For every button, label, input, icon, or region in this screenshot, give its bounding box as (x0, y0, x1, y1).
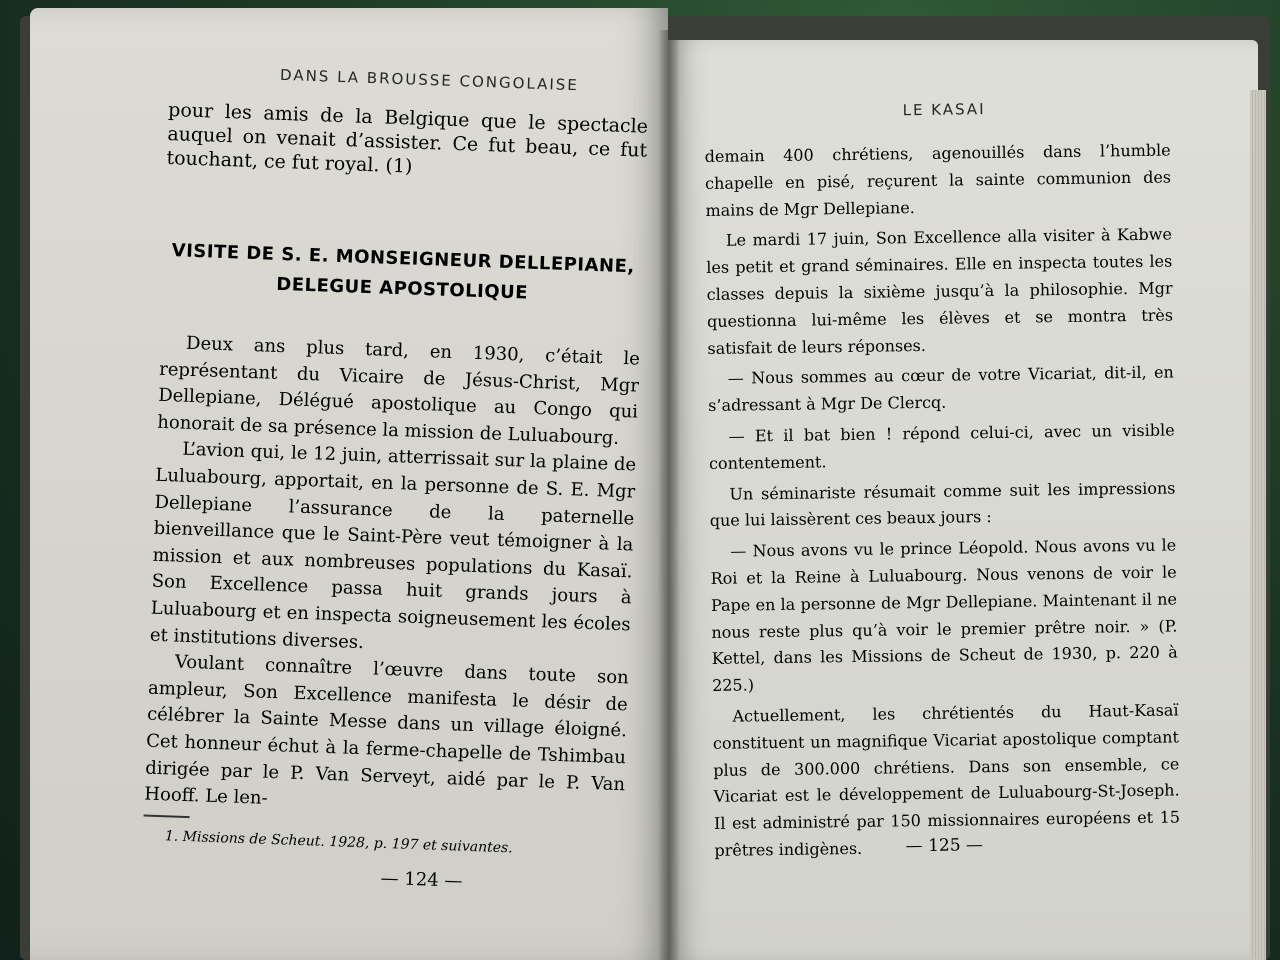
page-edges (1250, 90, 1266, 960)
right-running-head: LE KASAI (902, 100, 986, 120)
footnote: 1. Missions de Scheut. 1928, p. 197 et suivantes. (164, 828, 513, 857)
right-page-number: — 125 — (905, 835, 984, 857)
paragraph: Deux ans plus tard, en 1930, c’était le représentant du Vicaire de Jésus-Christ, Mgr Dellepiane, Délégué apostolique au Congo qui honorait de sa présence la mission de Luluabourg. (156, 332, 641, 449)
paragraph: demain 400 chrétiens, agenouillés dans l’humble chapelle en pisé, reçurent la sainte communion des mains de Mgr Dellepiane. (704, 140, 1172, 220)
left-page-number: — 124 — (380, 867, 463, 892)
section-title-line-1: VISITE DE S. E. MONSEIGNEUR DELLEPIANE, (171, 240, 636, 278)
paragraph: Le mardi 17 juin, Son Excellence alla visiter à Kabwe les petit et grand séminaires. Elle en inspecta toutes les classes depuis la sixième jusqu’à la philosophie. Mgr questionna lui-même les élèves et se montra très satisfait de leurs réponses. (706, 224, 1174, 358)
paragraph: Voulant connaître l’œuvre dans toute son ampleur, Son Excellence manifesta le désir de célébrer la Sainte Messe dans un village éloigné. Cet honneur échut à la ferme-chapelle de Tshimbau dirigée par le P. Van Serveyt, aidé par le P. Van Hooff. Le len- (143, 651, 630, 809)
left-running-head: DANS LA BROUSSE CONGOLAISE (279, 65, 580, 95)
paragraph: Actuellement, les chrétientés du Haut-Kasaï constituent un magnifique Vicariat apostolique comptant plus de 300.000 chrétiens. Dans son ensemble, ce Vicariat est le développement de Luluabourg-St-Joseph. Il est administré par 150 missionnaires européens et 15 prêtres indigènes. (712, 700, 1181, 860)
paragraph: — Nous avons vu le prince Léopold. Nous avons vu le Roi et la Reine à Luluabourg. Nous venons de voir le Pape en la personne de Mgr Dellepiane. Maintenant il ne nous reste plus qu’à voir le premier prêtre noir. » (P. Kettel, dans les Missions de Scheut de 1930, p. 220 à 225.) (710, 535, 1178, 696)
paragraph: Un séminariste résumait comme suit les impressions que lui laissèrent ces beaux jours : (709, 478, 1176, 531)
paragraph: — Nous sommes au cœur de votre Vicariat, dit-il, en s’adressant à Mgr De Clercq. (708, 362, 1174, 416)
book-gutter (658, 30, 680, 960)
paragraph: — Et il bat bien ! répond celui-ci, avec un visible contentement. (708, 420, 1175, 473)
right-body (705, 137, 1181, 868)
section-title-line-2: DELEGUE APOSTOLIQUE (275, 273, 529, 304)
continuation-text: pour les amis de la Belgique que le spectacle auquel on venait d’assister. Ce fut beau, ce fut touchant, ce fut royal. (1) (166, 98, 649, 178)
paragraph: L’avion qui, le 12 juin, atterrissait sur la plaine de Luluabourg, apportait, en la personne de S. E. Mgr Dellepiane l’assurance de la paternelle bienveillance que le Saint-Père veut témoigner à la mission et aux nombreuses populations du Kasaï. Son Excellence passa huit grands jours à Luluabourg et en inspecta soigneusement les écoles et institutions diverses. (149, 439, 637, 653)
left-body (144, 330, 640, 825)
